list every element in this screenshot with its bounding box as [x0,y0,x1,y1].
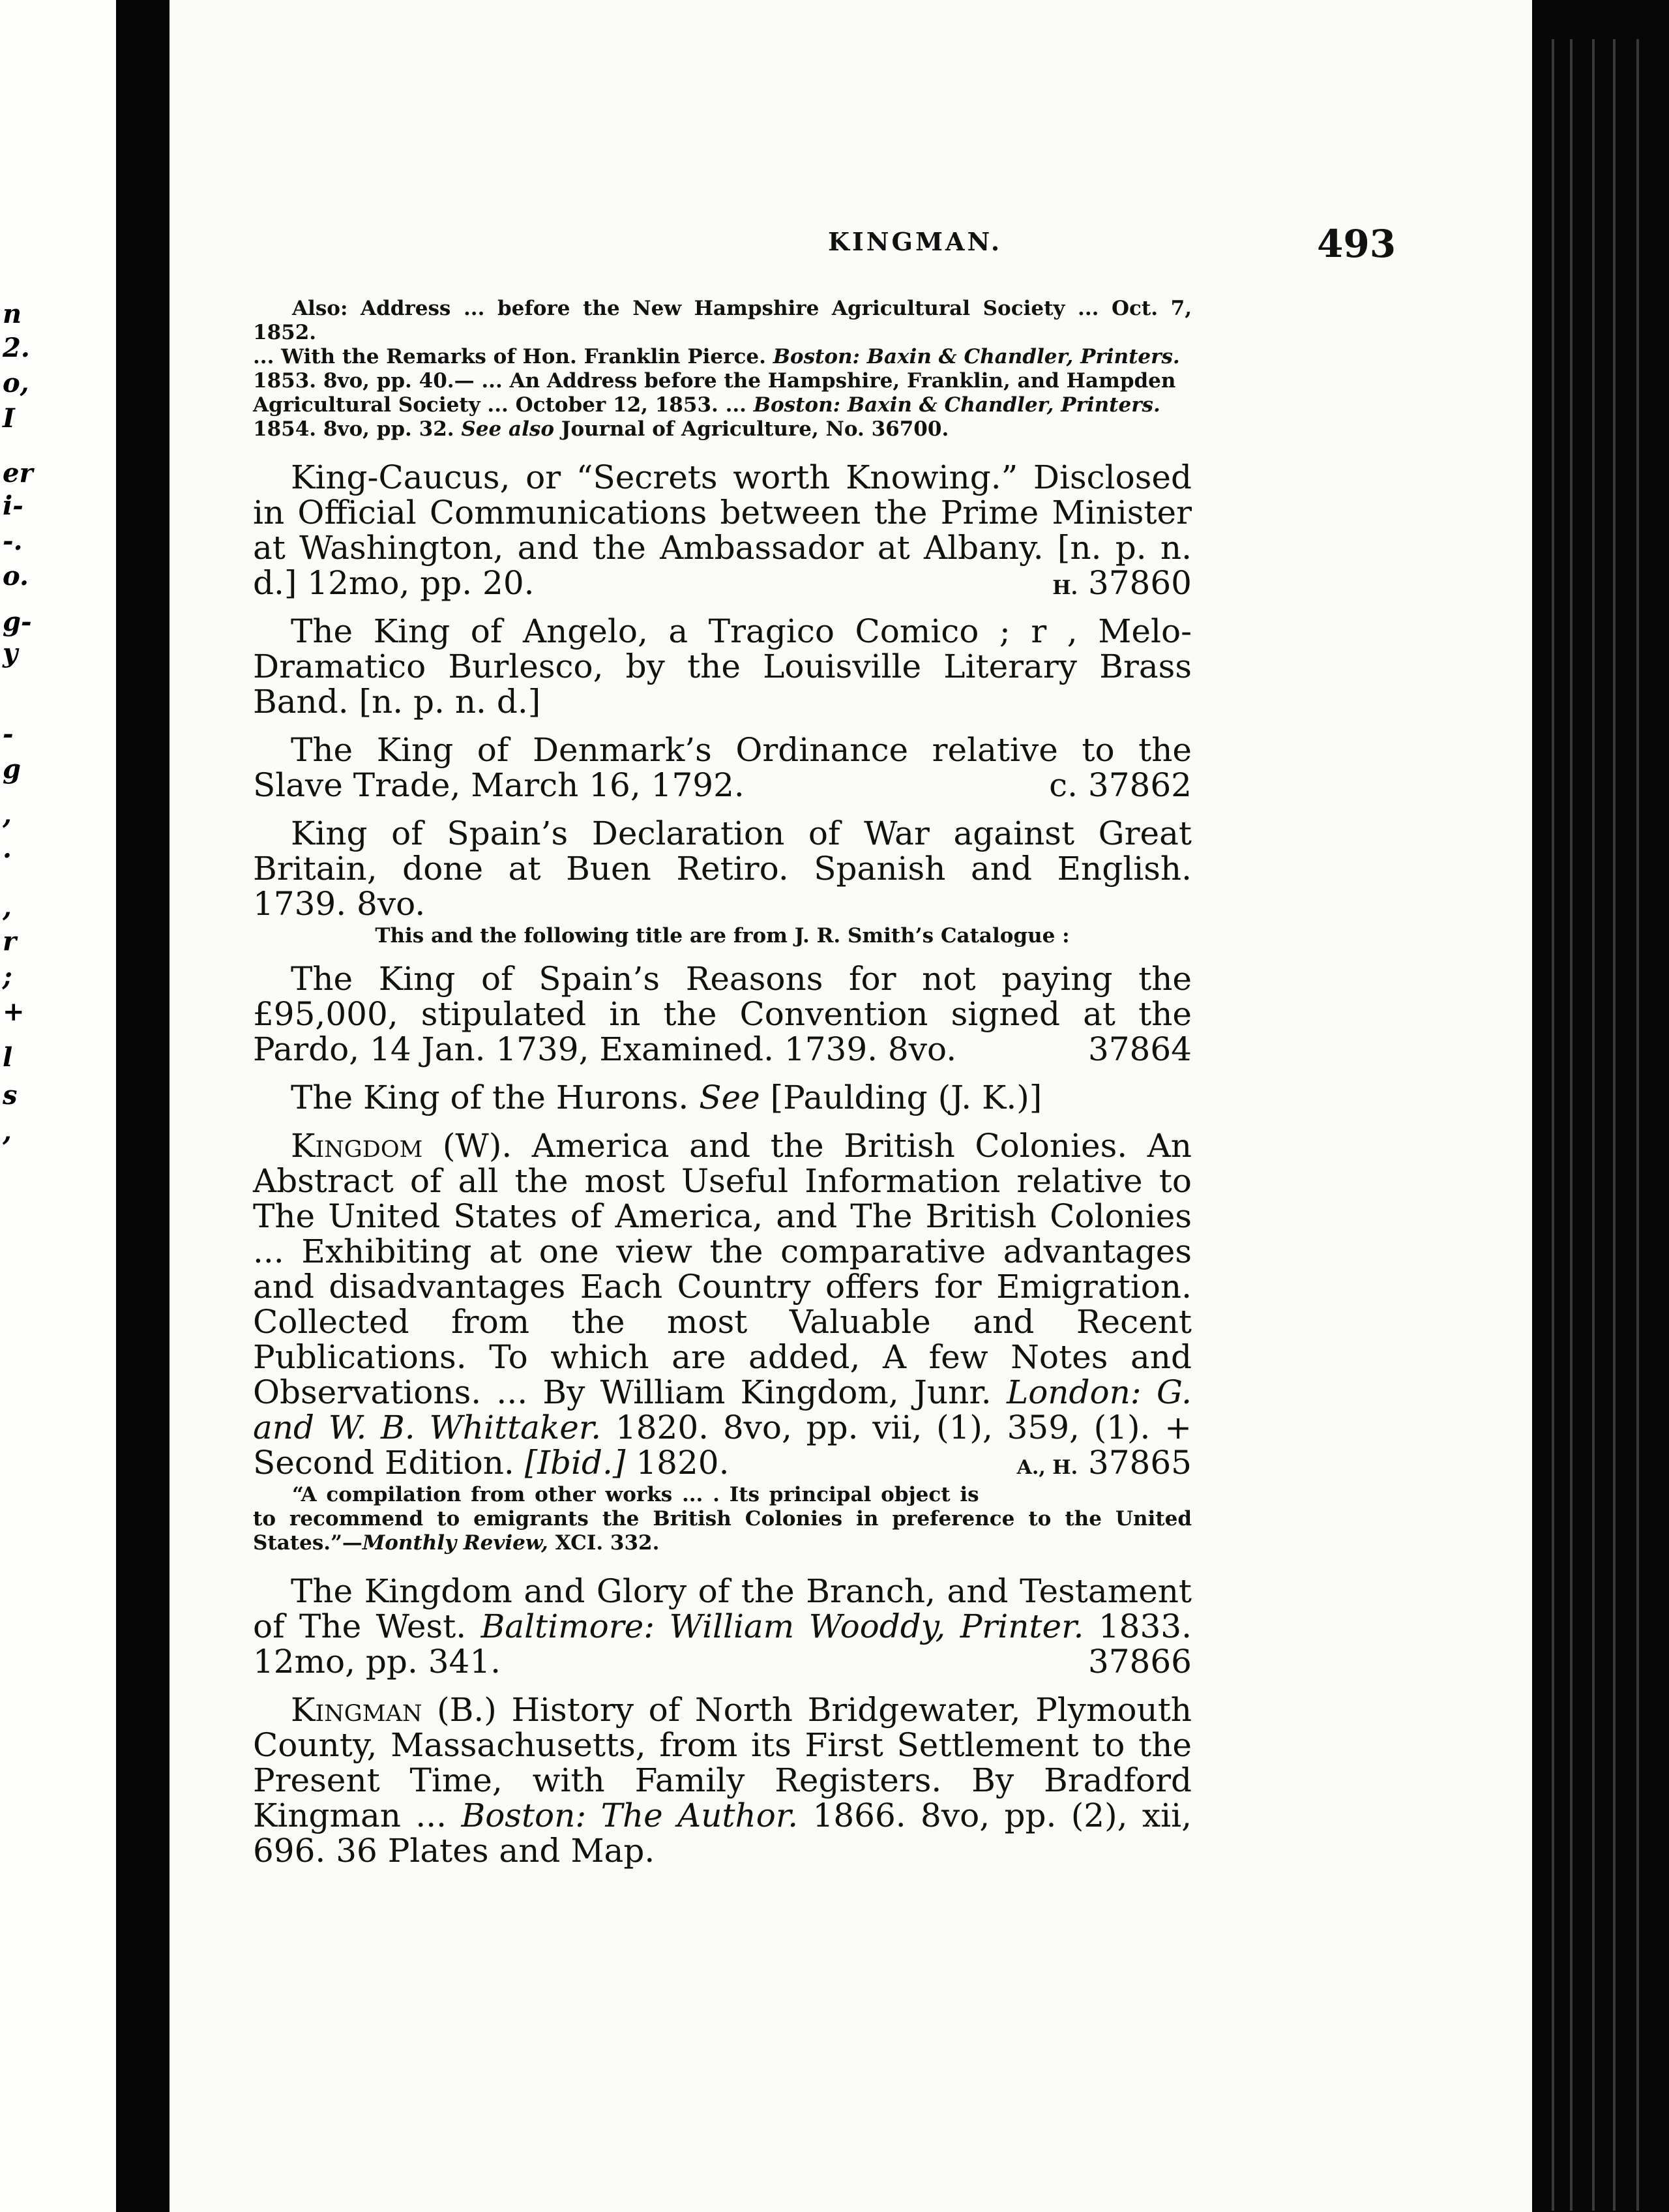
page-edge-line [1613,39,1616,2211]
margin-fragment: y [3,638,18,668]
note-line: ... With the Remarks of Hon. Franklin Pierce. Boston: Baxin & Chandler, Printers. [253,345,1180,368]
entry-also-note [253,297,1192,441]
bibliography-entries [253,297,1192,1868]
margin-fragment: , [3,800,12,830]
margin-fragment: , [3,892,12,923]
margin-fragment: r [3,926,17,957]
catalogue-note: This and the following title are from J. R. Smith’s Catalogue : [375,924,1070,948]
page-edge-line [1592,39,1595,2211]
binding-gutter [116,0,170,2212]
entry-kingdom-w: Kingdom (W). America and the British Colonies. An Abstract of all the most Useful Information relative to The United States of America, and The British Colonies ... Exhibiting at one view the comparative advantages and disadvantages Each Country offers for Emigration. Collected from the most Valuable and Recent Publications. To which are added, A few Notes and Observations. ... By William Kingdom, Junr. London: G. and W. B. Whittaker. 1820. 8vo, pp. vii, (1), 359, (1). + Second Edition. [Ibid.] 1820. A., H. 37865 [253,1128,1192,1480]
imprint: Boston: The Author. [461,1797,799,1834]
margin-fragment: , [3,1116,12,1147]
margin-fragment: 2. [3,333,30,363]
entry-number: H. 37860 [1052,564,1192,602]
margin-fragment: er [3,458,33,488]
margin-fragment: ; [3,961,12,992]
note-line: 1853. 8vo, pp. 40.— ... An Address before the Hampshire, Franklin, and Hampden [253,369,1176,393]
review-quote: “A compilation from other works ... . Its principal object is to recommend to emigrants the British Colonies in preference to the United States.”—Monthly Review, XCI. 332. [253,1483,1192,1555]
margin-fragment: g [3,754,21,785]
entry-kingdom-and-glory: The Kingdom and Glory of the Branch, and Testament of The West. Baltimore: William Wooddy, Printer. 1833. 12mo, pp. 341. 37866 [253,1572,1192,1681]
margin-fragment: o, [3,368,29,398]
margin-fragment: s [3,1080,18,1111]
page-stack-edge [1532,0,1669,2212]
author-name: Kingman [291,1691,422,1729]
page-edge-line [1570,39,1573,2211]
note-line: Also: Address ... before the New Hampshire Agricultural Society ... Oct. 7, 1852. [253,297,1192,344]
entry-king-of-hurons: The King of the Hurons. See [Paulding (J. K.)] [291,1079,1042,1116]
imprint: Boston: Baxin & Chandler, Printers. [753,393,1160,417]
page-edge-line [1552,39,1554,2211]
entry-king-of-angelo: The King of Angelo, a Tragico Comico ; r , Melo-Dramatico Burlesco, by the Louisville Literary Brass Band. [n. p. n. d.] [253,612,1192,721]
imprint: Boston: Baxin & Chandler, Printers. [773,345,1180,368]
margin-fragment: . [3,833,12,864]
margin-fragment: o. [3,561,29,591]
imprint: London: G. and W. B. Whittaker. [253,1373,1192,1446]
entry-king-of-spain-reasons: The King of Spain’s Reasons for not paying the £95,000, stipulated in the Convention signed at the Pardo, 14 Jan. 1739, Examined. 1739. 8vo. 37864 [253,960,1192,1068]
entry-kingman-b: Kingman (B.) History of North Bridgewater, Plymouth County, Massachusetts, from its First Settlement to the Present Time, with Family Registers. By Bradford Kingman ... Boston: The Author. 1866. 8vo, pp. (2), xii, 696. 36 Plates and Map. [253,1691,1192,1870]
running-head: KINGMAN. [828,227,1003,256]
margin-fragment: n [3,299,22,329]
margin-fragment: i- [3,490,23,521]
margin-fragment: l [3,1042,13,1073]
entry-king-caucus: King-Caucus, or “Secrets worth Knowing.” Disclosed in Official Communications between the Prime Minister at Washington, and the Ambassador at Albany. [n. p. n. d.] 12mo, pp. 20. H. 37860 [253,460,1192,601]
entry-number: A., H. 37865 [1016,1444,1192,1482]
entry-king-of-denmark: The King of Denmark’s Ordinance relative to the Slave Trade, March 16, 1792. c. 37862 [253,731,1192,804]
margin-fragment: I [3,403,15,434]
imprint: Baltimore: William Wooddy, Printer. [480,1607,1084,1645]
entry-number: 37866 [1087,1643,1192,1681]
margin-fragment: g- [3,606,32,637]
author-name: Kingdom [291,1127,423,1165]
page-edge-line [1636,39,1639,2211]
entry-number: c. 37862 [1049,766,1192,804]
margin-fragment: + [3,996,25,1027]
note-line: Agricultural Society ... October 12, 1853. ... Boston: Baxin & Chandler, Printers. [253,393,1160,417]
entry-king-of-spain-declaration: King of Spain’s Declaration of War against Great Britain, done at Buen Retiro. Spanish and English. 1739. 8vo. [253,815,1192,923]
margin-fragment: -. [3,526,23,556]
margin-fragment: - [3,719,14,749]
page-number: 493 [1317,222,1396,266]
entry-number: 37864 [1087,1030,1192,1068]
note-line: 1854. 8vo, pp. 32. See also Journal of Agriculture, No. 36700. [253,417,949,441]
facing-page-edge [0,0,116,2212]
